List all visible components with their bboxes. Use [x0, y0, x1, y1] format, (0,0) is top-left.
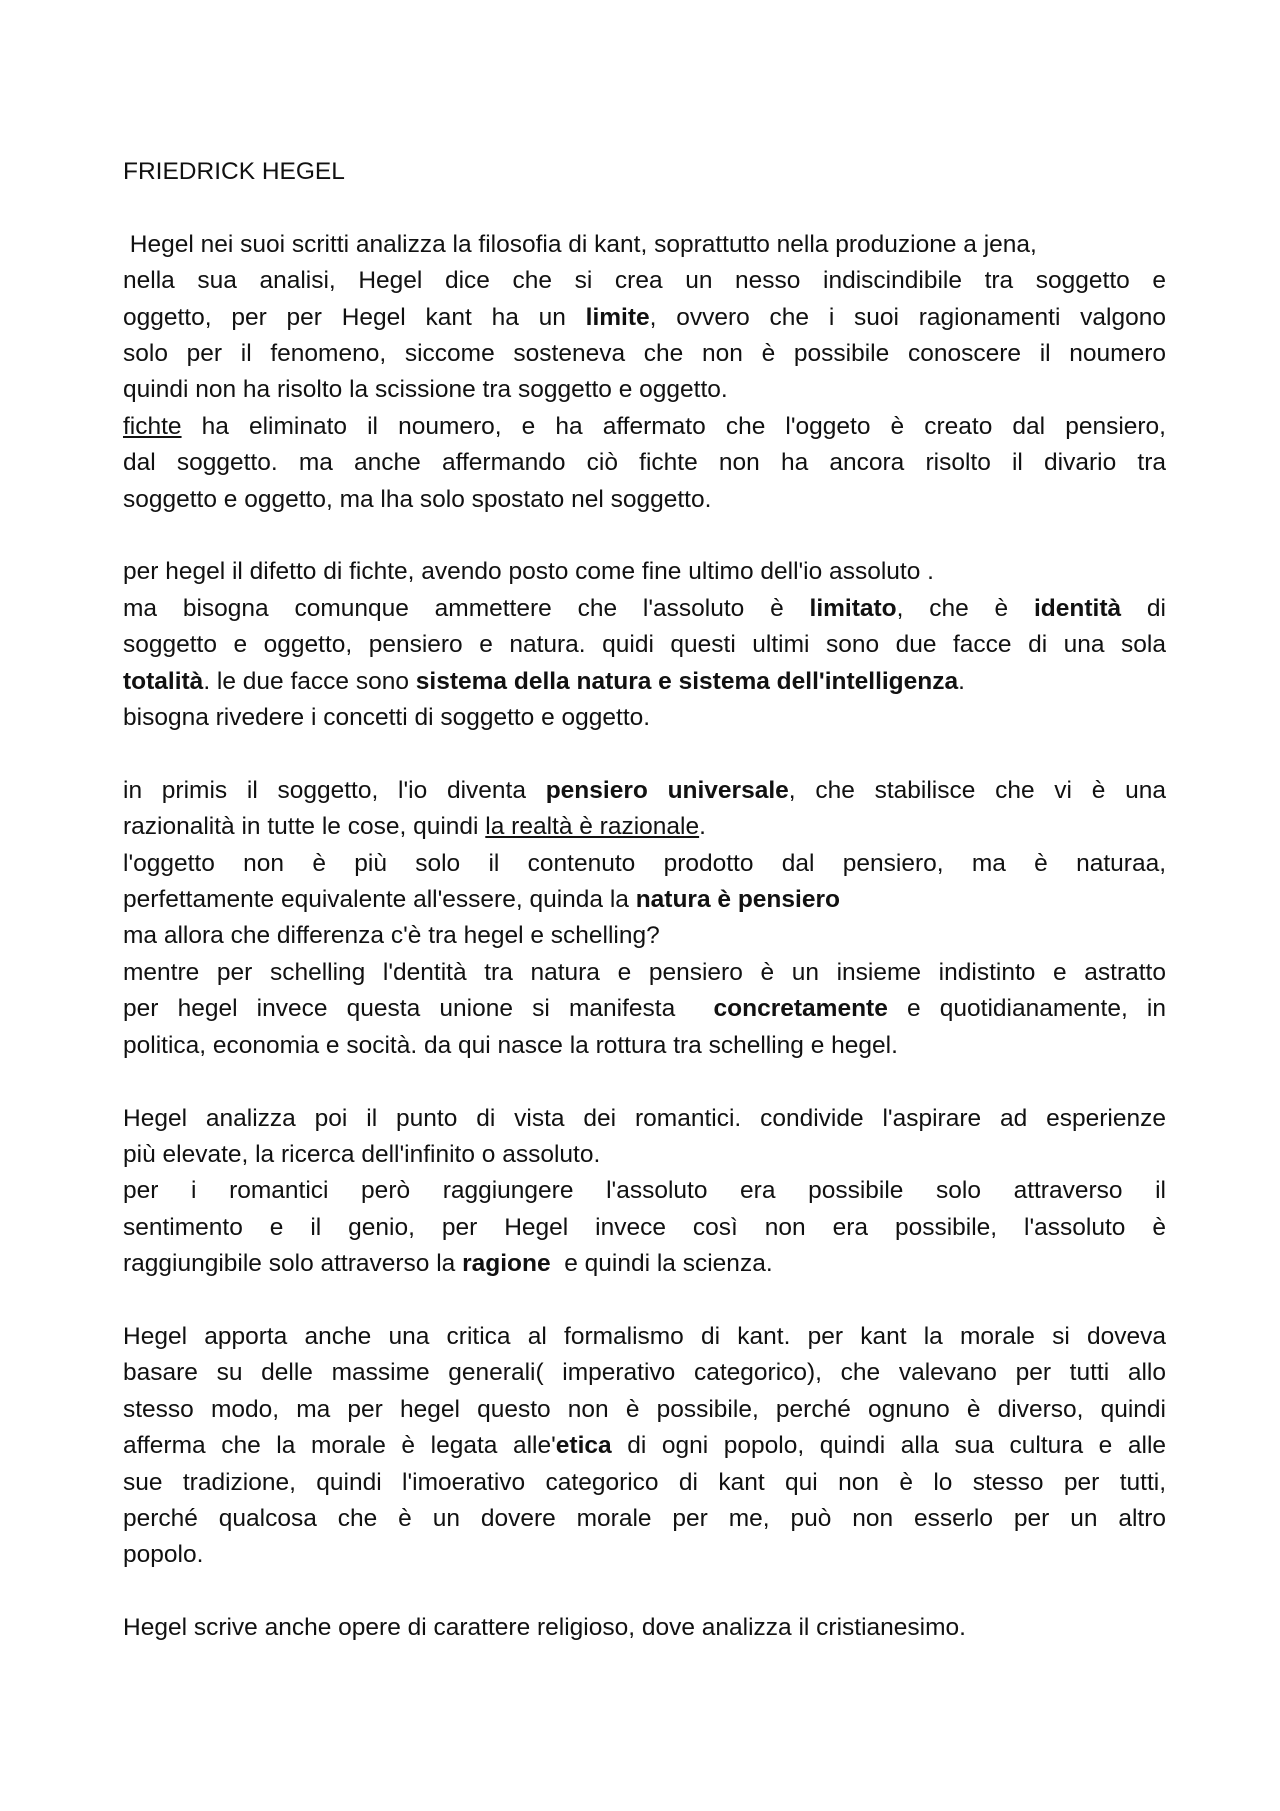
text-span: razionalità in tutte le cose, quindi — [123, 813, 486, 841]
text-span: perfettamente equivalente all'essere, quinda la — [123, 886, 636, 914]
underlined-term-realta: la realtà è razionale — [485, 813, 700, 841]
text-line — [123, 664, 1166, 700]
paragraph-kant-analysis — [123, 227, 1166, 518]
bold-term-identita: identità — [1034, 594, 1122, 622]
bold-term-totalita: totalità — [123, 667, 204, 695]
text-span: . — [958, 667, 965, 695]
text-span: raggiungibile solo attraverso la — [123, 1250, 463, 1278]
text-line: ma allora che differenza c'è tra hegel e schelling? — [123, 922, 660, 950]
text-line: soggetto e oggetto, ma lha solo spostato nel soggetto. — [123, 485, 712, 513]
bold-term-ragione: ragione — [462, 1250, 551, 1278]
text-span: di ogni popolo, quindi alla sua cultura e alle — [611, 1432, 1167, 1460]
text-line — [123, 882, 1166, 918]
text-line: Hegel analizza poi il punto di vista dei romantici. condivide l'aspirare ad esperienze — [123, 1104, 1166, 1132]
text-line — [123, 1428, 1166, 1464]
bold-term-concretamente: concretamente — [713, 995, 888, 1023]
text-span: in primis il soggetto, l'io diventa — [123, 776, 546, 804]
text-span: e quindi la scienza. — [550, 1250, 773, 1278]
text-line: più elevate, la ricerca dell'infinito o assoluto. — [123, 1140, 601, 1168]
text-line: mentre per schelling l'dentità tra natura e pensiero è un insieme indistinto e astratto — [123, 958, 1166, 986]
text-line: dal soggetto. ma anche affermando ciò fichte non ha ancora risolto il divario tra — [123, 449, 1166, 477]
bold-term-pensiero-universale: pensiero universale — [545, 776, 789, 804]
underlined-term-fichte: fichte — [123, 412, 182, 440]
paragraph-romantics — [123, 1101, 1166, 1283]
text-line: sentimento e il genio, per Hegel invece così non era possibile, l'assoluto è — [123, 1213, 1166, 1241]
text-line — [123, 809, 1166, 845]
text-line: stesso modo, ma per hegel questo non è possibile, perché ognuno è diverso, quindi — [123, 1395, 1166, 1423]
document-title: FRIEDRICK HEGEL — [123, 158, 345, 185]
text-span: afferma che la morale è legata alle' — [123, 1432, 556, 1460]
bold-term-sistema: sistema della natura e sistema dell'intelligenza — [415, 667, 959, 695]
paragraph-formalism-critique — [123, 1319, 1166, 1574]
bold-term-limitato: limitato — [809, 594, 897, 622]
paragraph-subject-object — [123, 773, 1166, 1064]
text-line: quindi non ha risolto la scissione tra soggetto e oggetto. — [123, 376, 728, 404]
text-line — [123, 773, 1166, 809]
text-line: nella sua analisi, Hegel dice che si crea un nesso indiscindibile tra soggetto e — [123, 267, 1166, 295]
text-line: perché qualcosa che è un dovere morale per me, può non esserlo per un altro — [123, 1504, 1166, 1532]
text-line: popolo. — [123, 1541, 204, 1569]
text-line: per i romantici però raggiungere l'assoluto era possibile solo attraverso il — [123, 1177, 1166, 1205]
text-span: , che è — [896, 594, 1034, 622]
text-span: . le due facce sono — [203, 667, 416, 695]
text-span: . — [699, 813, 706, 841]
text-line: per hegel il difetto di fichte, avendo posto come fine ultimo dell'io assoluto . — [123, 558, 934, 586]
text-line: Hegel apporta anche una critica al formalismo di kant. per kant la morale si doveva — [123, 1322, 1166, 1350]
text-line — [123, 300, 1166, 336]
text-span: , che stabilisce che vi è una — [788, 776, 1166, 804]
text-line: sue tradizione, quindi l'imoerativo categorico di kant qui non è lo stesso per tutti, — [123, 1468, 1166, 1496]
text-line — [123, 991, 1166, 1027]
text-line — [123, 409, 1166, 445]
text-span: , ovvero che i suoi ragionamenti valgono — [649, 303, 1166, 331]
bold-term-etica: etica — [555, 1432, 612, 1460]
text-line — [123, 1246, 1166, 1282]
text-line: basare su delle massime generali( imperativo categorico), che valevano per tutti allo — [123, 1359, 1166, 1387]
text-span: di — [1121, 594, 1166, 622]
text-span: ma bisogna comunque ammettere che l'assoluto è — [123, 594, 810, 622]
text-span: per hegel invece questa unione si manifesta — [123, 995, 714, 1023]
text-line: politica, economia e socità. da qui nasce la rottura tra schelling e hegel. — [123, 1031, 898, 1059]
paragraph-fichte-critique — [123, 554, 1166, 736]
text-line: bisogna rivedere i concetti di soggetto e oggetto. — [123, 704, 651, 732]
text-line: solo per il fenomeno, siccome sosteneva che non è possibile conoscere il noumero — [123, 340, 1166, 368]
text-line: l'oggetto non è più solo il contenuto prodotto dal pensiero, ma è naturaa, — [123, 849, 1166, 877]
text-line — [123, 591, 1166, 627]
text-line: Hegel nei suoi scritti analizza la filosofia di kant, soprattutto nella produzione a jena, — [123, 230, 1037, 258]
paragraph-religion — [123, 1610, 1166, 1646]
text-line: soggetto e oggetto, pensiero e natura. quidi questi ultimi sono due facce di una sola — [123, 631, 1166, 659]
text-span: e quotidianamente, in — [887, 995, 1166, 1023]
text-line: Hegel scrive anche opere di carattere religioso, dove analizza il cristianesimo. — [123, 1614, 966, 1642]
document-page — [123, 154, 1166, 1683]
bold-term-natura-pensiero: natura è pensiero — [635, 886, 840, 914]
bold-term-limite: limite — [585, 303, 650, 331]
text-span: ha eliminato il noumero, e ha affermato che l'oggeto è creato dal pensiero, — [181, 412, 1166, 440]
text-span: oggetto, per per Hegel kant ha un — [123, 303, 586, 331]
